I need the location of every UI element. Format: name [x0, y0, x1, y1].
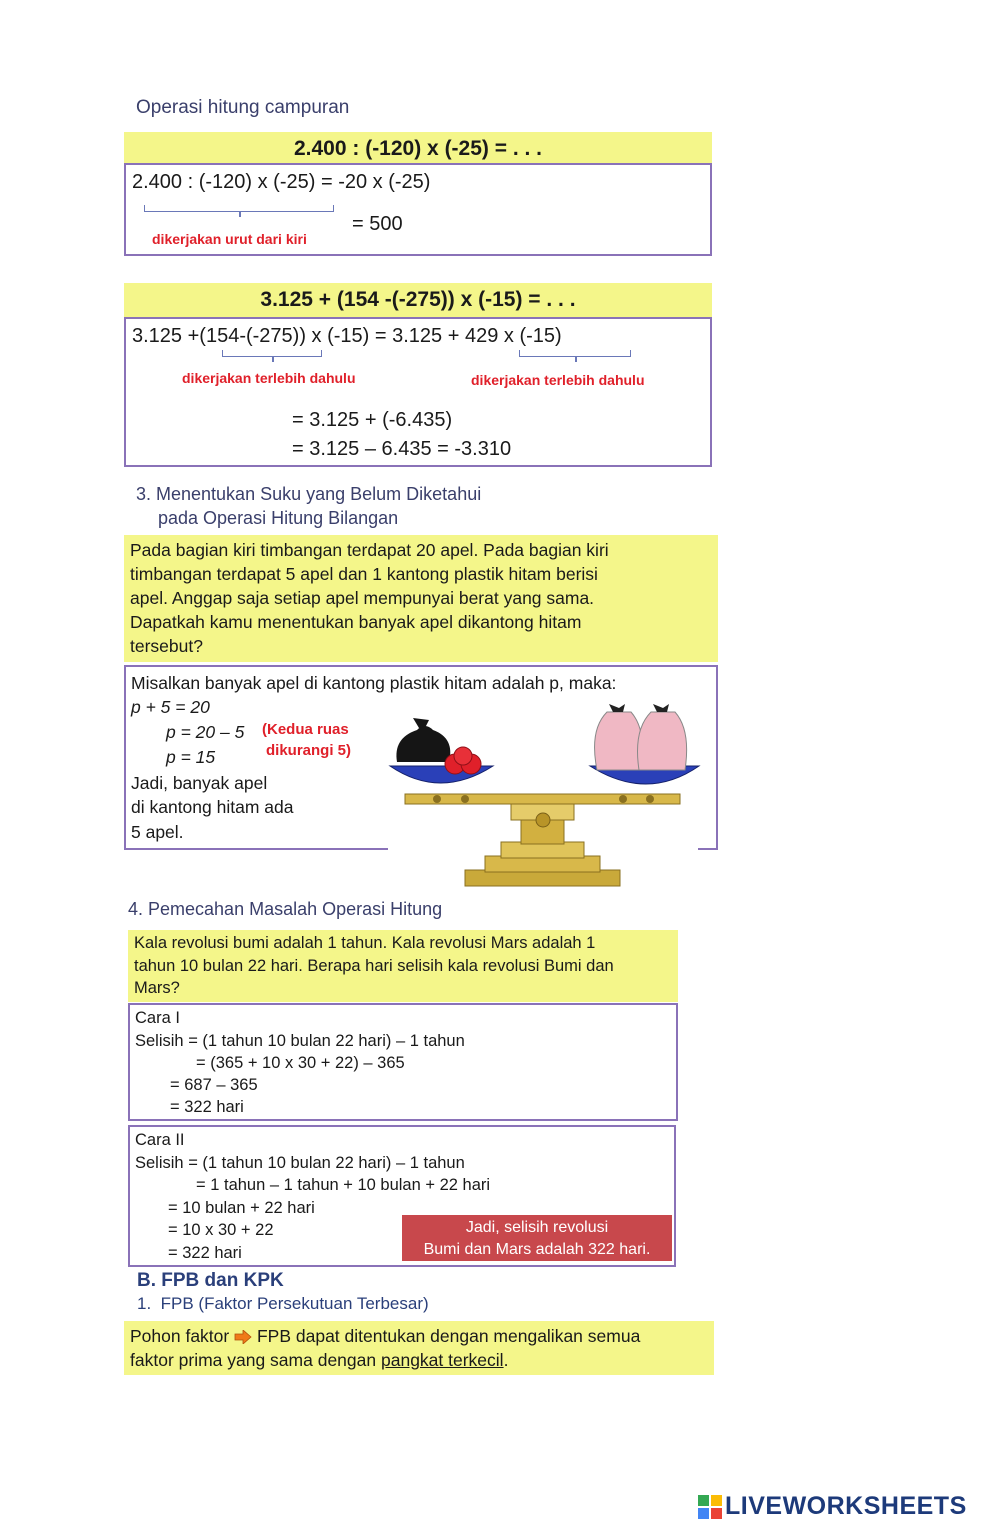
problem-line: Dapatkah kamu menentukan banyak apel dikantong hitam: [130, 612, 582, 632]
problem-text: 3.125 + (154 -(-275)) x (-15) = . . .: [260, 288, 576, 311]
solution-result: = 500: [352, 213, 403, 235]
balance-scale-illustration: [385, 700, 705, 890]
solution-step: = 3.125 + (-6.435): [292, 409, 453, 431]
section-heading: 4. Pemecahan Masalah Operasi Hitung: [128, 899, 443, 919]
cara-line: = 687 – 365: [170, 1076, 258, 1094]
annotation: dikerjakan terlebih dahulu: [182, 370, 356, 386]
bag-knot: [653, 704, 669, 712]
section-heading-line: 3. Menentukan Suku yang Belum Diketahui: [136, 484, 482, 504]
cara-line: = 322 hari: [170, 1098, 244, 1116]
box-border: [124, 848, 388, 850]
answer-line: Jadi, selisih revolusi: [465, 1219, 609, 1236]
equation: p = 20 – 5: [166, 722, 245, 742]
solution-line: 2.400 : (-120) x (-25) = -20 x (-25): [132, 171, 431, 193]
annotation: dikerjakan terlebih dahulu: [471, 372, 645, 388]
subsection-heading: 1. FPB (Faktor Persekutuan Terbesar): [137, 1294, 429, 1313]
problem-line: tersebut?: [130, 636, 203, 656]
problem-line: tahun 10 bulan 22 hari. Berapa hari selisih kala revolusi Bumi dan: [134, 956, 614, 975]
conclusion: Jadi, banyak apel: [131, 773, 268, 793]
brace: [519, 350, 631, 357]
beam-bolt: [646, 795, 654, 803]
annotation: dikerjakan urut dari kiri: [152, 231, 307, 247]
problem-banner: [124, 132, 712, 164]
beam-bolt: [461, 795, 469, 803]
equation: p + 5 = 20: [131, 697, 210, 717]
solution-box: [124, 163, 712, 256]
answer-line: Bumi dan Mars adalah 322 hari.: [423, 1241, 651, 1258]
problem-panel: [128, 930, 678, 1002]
definition-text: .: [503, 1350, 509, 1370]
solution-box: [124, 317, 712, 467]
problem-panel: [124, 535, 718, 662]
problem-line: Mars?: [134, 979, 180, 997]
equation: p = 15: [166, 747, 216, 767]
problem-line: timbangan terdapat 5 apel dan 1 kantong plastik hitam berisi: [130, 564, 598, 584]
definition-text: faktor prima yang sama dengan: [130, 1350, 377, 1370]
answer-callout: [402, 1215, 672, 1261]
solution-step: = 3.125 – 6.435 = -3.310: [292, 438, 512, 460]
cara-title: Cara II: [135, 1131, 185, 1149]
cara-1-box: [128, 1003, 678, 1121]
cara-line: = 10 x 30 + 22: [168, 1221, 274, 1239]
logo-grid-icon: [698, 1495, 722, 1519]
plastic-bag-icon: [638, 712, 687, 770]
problem-banner: [124, 283, 712, 317]
cara-line: = 322 hari: [168, 1244, 242, 1262]
black-bag-icon: [396, 726, 450, 762]
annotation: (Kedua ruas: [262, 721, 349, 738]
intro-text: Misalkan banyak apel di kantong plastik hitam adalah p, maka:: [131, 673, 617, 693]
section-heading: Operasi hitung campuran: [136, 97, 350, 118]
cara-line: Selisih = (1 tahun 10 bulan 22 hari) – 1 tahun: [135, 1154, 465, 1172]
definition-panel: [124, 1321, 714, 1375]
logo-text: LIVEWORKSHEETS: [725, 1492, 967, 1520]
bag-knot: [609, 704, 625, 712]
problem-line: Pada bagian kiri timbangan terdapat 20 apel. Pada bagian kiri: [130, 540, 609, 560]
brace: [222, 350, 322, 357]
scale-beam: [405, 794, 680, 804]
definition-text: FPB dapat ditentukan dengan mengalikan semua: [256, 1326, 641, 1346]
cara-line: = 1 tahun – 1 tahun + 10 bulan + 22 hari: [196, 1176, 491, 1194]
section-heading: B. FPB dan KPK: [137, 1270, 284, 1291]
cara-line: Selisih = (1 tahun 10 bulan 22 hari) – 1 tahun: [135, 1032, 465, 1050]
arrow-right-icon: [234, 1330, 252, 1344]
cara-line: = 10 bulan + 22 hari: [168, 1199, 315, 1217]
definition-underlined: pangkat terkecil: [381, 1350, 504, 1370]
section-heading: [136, 482, 481, 530]
cara-title: Cara I: [135, 1009, 180, 1027]
annotation: dikurangi 5): [266, 742, 352, 759]
brace: [144, 205, 334, 212]
problem-line: Kala revolusi bumi adalah 1 tahun. Kala revolusi Mars adalah 1: [134, 934, 596, 952]
problem-text: 2.400 : (-120) x (-25) = . . .: [293, 137, 543, 160]
problem-line: apel. Anggap saja setiap apel mempunyai berat yang sama.: [130, 588, 595, 608]
conclusion: 5 apel.: [131, 822, 184, 842]
beam-bolt: [433, 795, 441, 803]
section-heading-line: pada Operasi Hitung Bilangan: [158, 508, 399, 528]
conclusion: di kantong hitam ada: [131, 797, 294, 817]
cara-line: = (365 + 10 x 30 + 22) – 365: [196, 1054, 405, 1072]
solution-line: 3.125 +(154-(-275)) x (-15) = 3.125 + 429 x (-15): [132, 325, 562, 347]
beam-bolt: [619, 795, 627, 803]
cara-2-box: [128, 1125, 676, 1267]
definition-text: Pohon faktor: [130, 1326, 230, 1346]
scale-knob: [536, 813, 550, 827]
plastic-bag-icon: [595, 712, 643, 770]
apple-icon: [454, 747, 472, 765]
liveworksheets-logo: [698, 1492, 967, 1521]
